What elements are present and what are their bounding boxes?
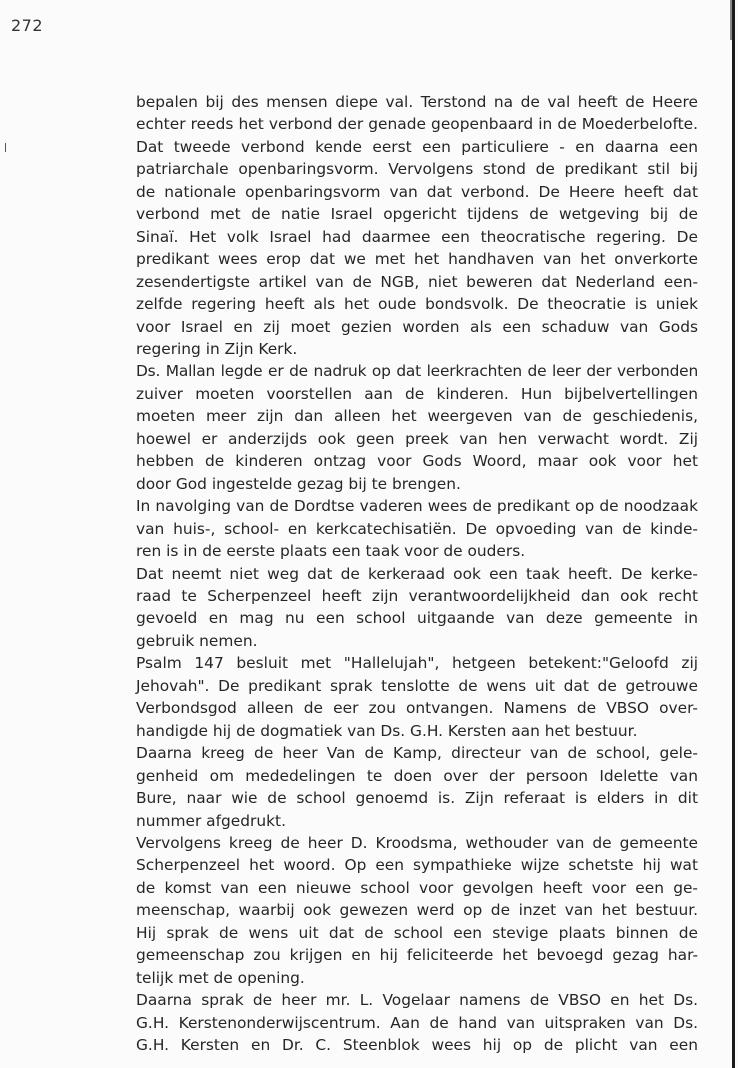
text-line: de nationale openbaringsvorm van dat verbond. De Heere heeft dat [136, 182, 698, 201]
paragraph [136, 360, 698, 495]
page-edge-line [732, 0, 735, 1068]
paragraph [136, 563, 698, 653]
text-line: de komst van een nieuwe school voor gevolgen heeft voor een ge- [136, 878, 698, 897]
text-line: verbond met de natie Israel opgericht tijdens de wetgeving bij de [136, 205, 698, 224]
text-line: Scherpenzeel het woord. Op een sympathieke wijze schetste hij wat [136, 856, 698, 875]
text-line: Ds. Mallan legde er de nadruk op dat leerkrachten de leer der verbonden [136, 362, 698, 381]
text-line: Daarna sprak de heer mr. L. Vogelaar namens de VBSO en het Ds. [136, 991, 698, 1010]
text-line: Sinaï. Het volk Israel had daarmee een theocratische regering. De [136, 227, 698, 246]
text-line: hebben de kinderen ontzag voor Gods Woord, maar ook voor het [136, 452, 698, 471]
text-line: van huis-, school- en kerkcatechisatiën. De opvoeding van de kinde- [136, 519, 698, 538]
text-line: Psalm 147 besluit met "Hallelujah", hetgeen betekent:"Geloofd zij [136, 654, 698, 673]
text-line: Dat neemt niet weg dat de kerkeraad ook een taak heeft. De kerke- [136, 564, 698, 583]
text-line: echter reeds het verbond der genade geopenbaard in de Moederbelofte. [136, 115, 698, 134]
text-line: patriarchale openbaringsvorm. Vervolgens stond de predikant stil bij [136, 160, 698, 179]
text-line: genheid om mededelingen te doen over der persoon Idelette van [136, 766, 698, 785]
text-line: Bure, naar wie de school genoemd is. Zijn referaat is elders in dit [136, 789, 698, 808]
text-line: voor Israel en zij moet gezien worden als een schaduw van Gods [136, 317, 698, 336]
text-line: Dat tweede verbond kende eerst een particuliere - en daarna een [136, 137, 698, 156]
text-line: zuiver moeten voorstellen aan de kinderen. Hun bijbelvertellingen [136, 384, 698, 403]
text-line: telijk met de opening. [136, 968, 305, 987]
text-line: G.H. Kerstenonderwijscentrum. Aan de hand van uitspraken van Ds. [136, 1013, 698, 1032]
text-line: Daarna kreeg de heer Van de Kamp, directeur van de school, gele- [136, 744, 698, 763]
paragraph [136, 495, 698, 562]
text-line: zelfde regering heeft als het oude bondsvolk. De theocratie is uniek [136, 295, 698, 314]
text-line: gevoeld en mag nu een school uitgaande van deze gemeente in [136, 609, 698, 628]
text-line: hoewel er anderzijds ook geen preek van hen verwacht wordt. Zij [136, 429, 698, 448]
paragraph [136, 989, 698, 1056]
text-line: meenschap, waarbij ook gewezen werd op de inzet van het bestuur. [136, 901, 698, 920]
paragraph [136, 742, 698, 832]
body-text [136, 91, 698, 1056]
text-line: Vervolgens kreeg de heer D. Kroodsma, wethouder van de gemeente [136, 833, 698, 852]
text-line: gemeenschap zou krijgen en hij feliciteerde het bevoegd gezag har- [136, 946, 698, 965]
text-line: bepalen bij des mensen diepe val. Terstond na de val heeft de Heere [136, 93, 698, 111]
text-line: Jehovah". De predikant sprak tenslotte de wens uit dat de getrouwe [136, 676, 698, 695]
text-line: door God ingestelde gezag bij te brengen. [136, 474, 461, 493]
scan-mark [5, 143, 6, 152]
paragraph [136, 91, 698, 360]
text-line: moeten meer zijn dan alleen het weergeven van de geschiedenis, [136, 407, 698, 426]
page-number: 272 [11, 16, 44, 35]
text-line: regering in Zijn Kerk. [136, 339, 298, 358]
text-line: gebruik nemen. [136, 631, 258, 650]
text-line: zesendertigste artikel van de NGB, niet beweren dat Nederland een- [136, 272, 698, 291]
paragraph [136, 832, 698, 989]
text-line: Hij sprak de wens uit dat de school een stevige plaats binnen de [136, 923, 698, 942]
text-line: nummer afgedrukt. [136, 811, 286, 830]
text-line: ren is in de eerste plaats een taak voor de ouders. [136, 542, 526, 561]
text-line: predikant wees erop dat we met het handhaven van het onverkorte [136, 250, 698, 269]
text-line: handigde hij de dogmatiek van Ds. G.H. Kersten aan het bestuur. [136, 721, 638, 740]
text-line: In navolging van de Dordtse vaderen wees de predikant op de noodzaak [136, 497, 698, 516]
text-line: raad te Scherpenzeel heeft zijn verantwoordelijkheid dan ook recht [136, 586, 698, 605]
text-line: G.H. Kersten en Dr. C. Steenblok wees hij op de plicht van een [136, 1036, 698, 1055]
text-line: Verbondsgod alleen de eer zou ontvangen. Namens de VBSO over- [136, 699, 698, 718]
paragraph [136, 652, 698, 742]
